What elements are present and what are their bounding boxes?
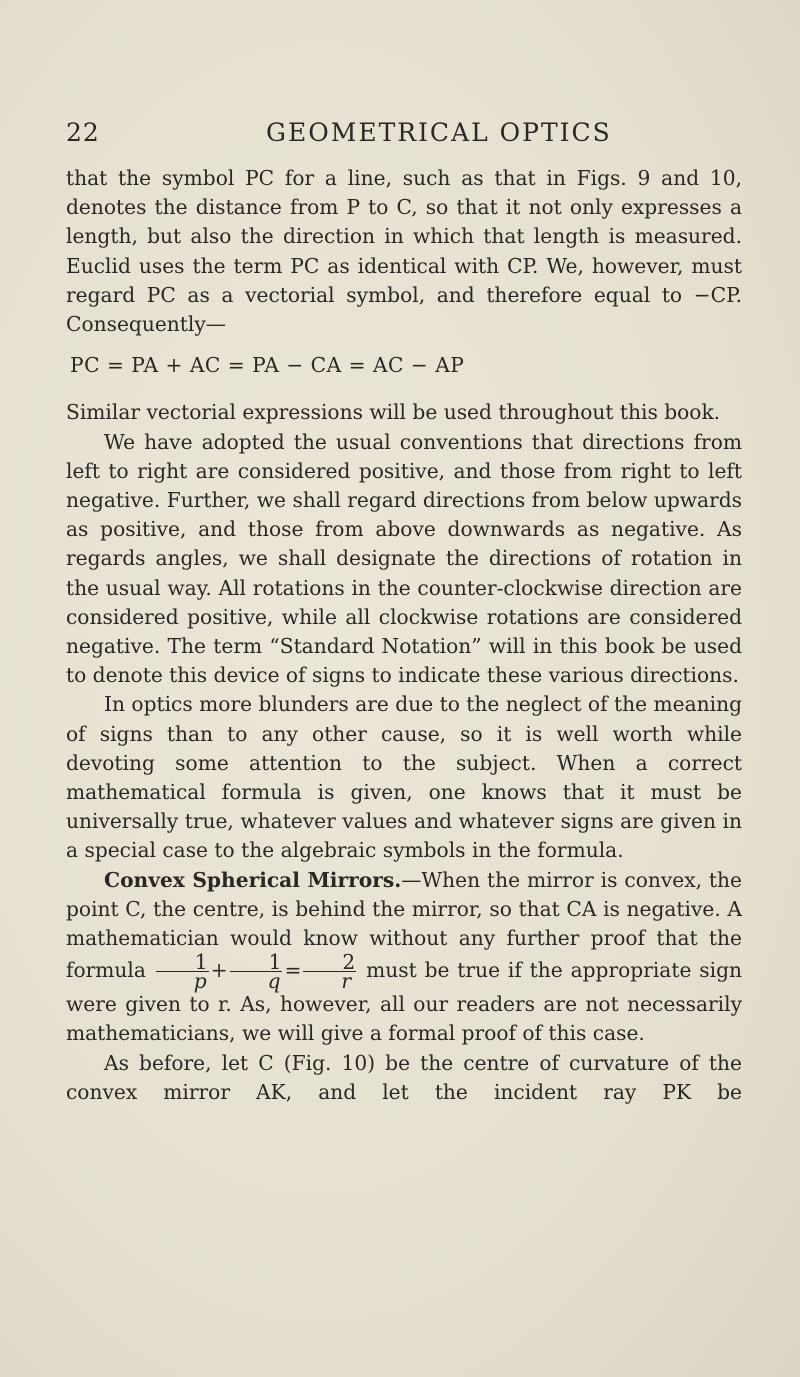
page-number: 22 (66, 118, 100, 147)
vector-equation: PC = PA + AC = PA − CA = AC − AP (70, 353, 465, 378)
paragraph-1: that the symbol PC for a line, such as that in Figs. 9 and 10, denotes the distance from P to C, so that it not only expresses a length, but also the direction in which that length is measured. Euclid uses the term PC as identical with CP. We, however, must regard PC as a vectorial symbol, and therefore equal to −CP. Consequently— (66, 166, 742, 337)
fraction-1-over-p (156, 950, 209, 994)
paragraph-5-text-a: —When the mirror is convex, the point C, the centre, is behind the mirror, so that CA is negative. A mathematician would know without any further proof that the formula (66, 867, 742, 983)
equals-operator: = (284, 958, 302, 983)
paragraph-5 (66, 866, 742, 1049)
body-text (66, 164, 742, 1107)
page-header (66, 118, 742, 158)
fraction-denominator: p (193, 969, 207, 994)
paragraph-3: We have adopted the usual conventions that directions from left to right are considered positive, and those from right to left negative. Further, we shall regard directions from below upwards as positive, and those from above downwards as negative. As regards angles, we shall designate the directions of rotation in the usual way. All rotations in the counter-clockwise direction are considered positive, while all clockwise rotations are considered negative. The term “Standard Notation” will in this book be used to denote this device of signs to indicate these various directions. (66, 429, 742, 688)
fraction-2-over-r (303, 950, 356, 994)
paragraph-5-text-b: must be true if the appropriate sign were given to r. As, however, all our readers are not necessarily mathematicians, we will give a formal proof of this case. (66, 958, 743, 1046)
fraction-numerator: 1 (156, 953, 209, 972)
paragraph-6: As before, let C (Fig. 10) be the centre of curvature of the convex mirror AK, and let the incident ray PK be (66, 1050, 742, 1104)
section-heading: Convex Spherical Mirrors. (104, 867, 402, 892)
fraction-denominator: q (267, 969, 281, 994)
fraction-numerator: 2 (303, 953, 356, 972)
fraction-1-over-q (230, 950, 283, 994)
paragraph-2: Similar vectorial expressions will be used throughout this book. (66, 400, 721, 425)
plus-operator: + (210, 958, 228, 983)
fraction-denominator: r (341, 969, 352, 994)
paragraph-4: In optics more blunders are due to the neglect of the meaning of signs than to any other cause, so it is well worth while devoting some attention to the subject. When a correct mathematical formula is given, one knows that it must be universally true, whatever values and whatever signs are given in a special case to the algebraic symbols in the formula. (66, 692, 742, 863)
fraction-numerator: 1 (230, 953, 283, 972)
running-head: GEOMETRICAL OPTICS (266, 118, 612, 147)
